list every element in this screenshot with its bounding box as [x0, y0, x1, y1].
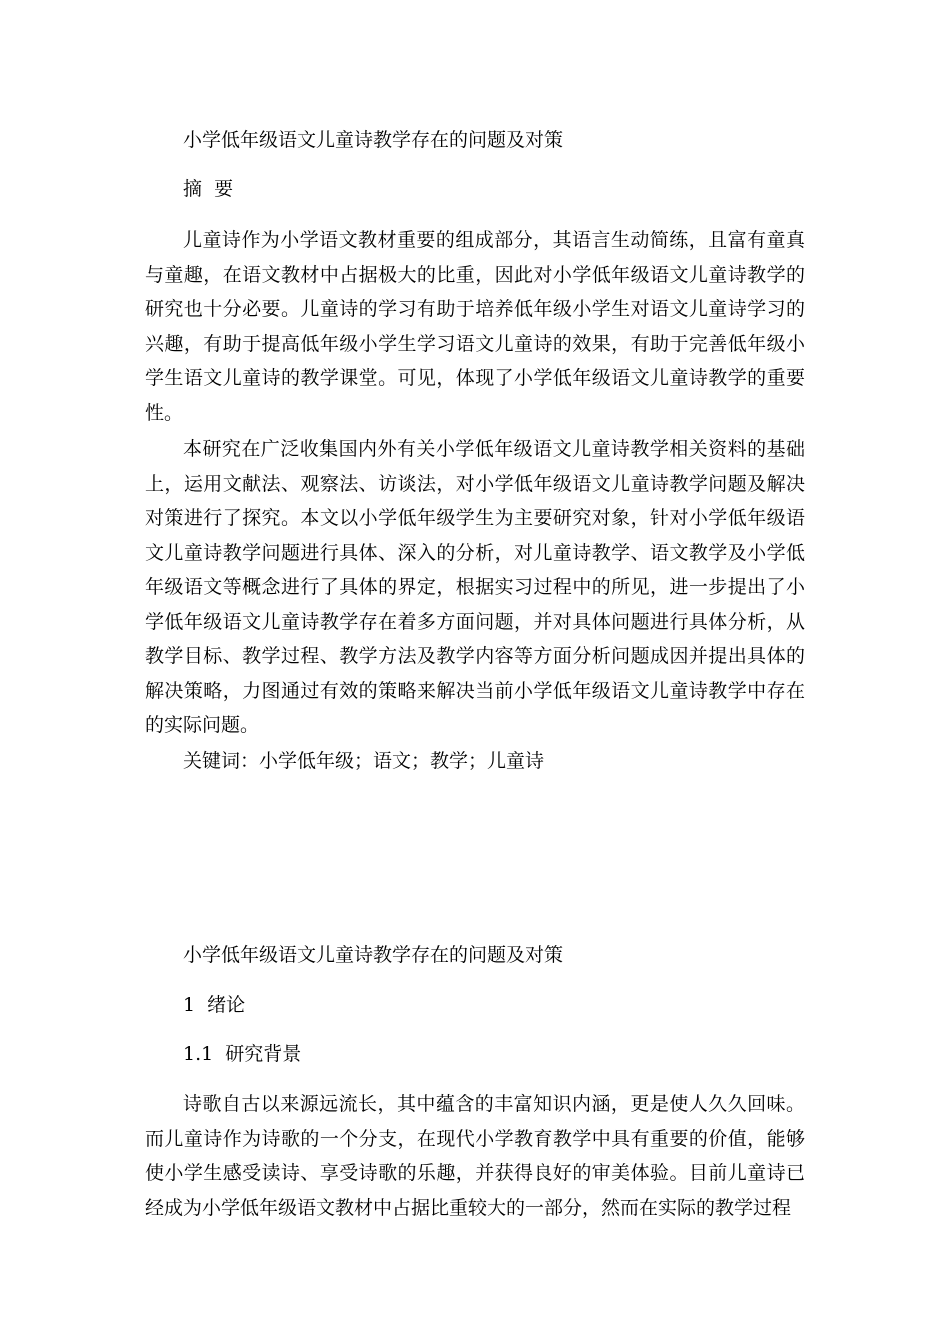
- abstract-heading: 摘 要: [183, 178, 234, 200]
- body-paragraph-1: 诗歌自古以来源远流长，其中蕴含的丰富知识内涵，更是使人久久回味。而儿童诗作为诗歌的一个分支，在现代小学教育教学中具有重要的价值，能够使小学生感受读诗、享受诗歌的乐趣，并获得良好的审美体验。目前儿童诗已经成为小学低年级语文教材中占据比重较大的一部分，然而在实际的教学过程: [145, 1093, 805, 1219]
- keywords-line: 关键词：小学低年级；语文；教学；儿童诗: [183, 750, 545, 772]
- subsection-heading: 1.1 研究背景: [183, 1043, 302, 1065]
- abstract-paragraph-1: 儿童诗作为小学语文教材重要的组成部分，其语言生动简练，且富有童真与童趣，在语文教材中占据极大的比重，因此对小学低年级语文儿童诗教学的研究也十分必要。儿童诗的学习有助于培养低年级小学生对语文儿童诗学习的兴趣，有助于提高低年级小学生学习语文儿童诗的效果，有助于完善低年级小学生语文儿童诗的教学课堂。可见，体现了小学低年级语文儿童诗教学的重要性。: [145, 229, 805, 424]
- body-title: 小学低年级语文儿童诗教学存在的问题及对策: [183, 944, 564, 966]
- abstract-paragraph-2: 本研究在广泛收集国内外有关小学低年级语文儿童诗教学相关资料的基础上，运用文献法、观察法、访谈法，对小学低年级语文儿童诗教学问题及解决对策进行了探究。本文以小学低年级学生为主要研究对象，针对小学低年级语文儿童诗教学问题进行具体、深入的分析，对儿童诗教学、语文教学及小学低年级语文等概念进行了具体的界定，根据实习过程中的所见，进一步提出了小学低年级语文儿童诗教学存在着多方面问题，并对具体问题进行具体分析，从教学目标、教学过程、教学方法及教学内容等方面分析问题成因并提出具体的解决策略，力图通过有效的策略来解决当前小学低年级语文儿童诗教学中存在的实际问题。: [145, 438, 805, 736]
- chapter-heading: 1 绪论: [183, 994, 246, 1016]
- document-title: 小学低年级语文儿童诗教学存在的问题及对策: [183, 129, 564, 151]
